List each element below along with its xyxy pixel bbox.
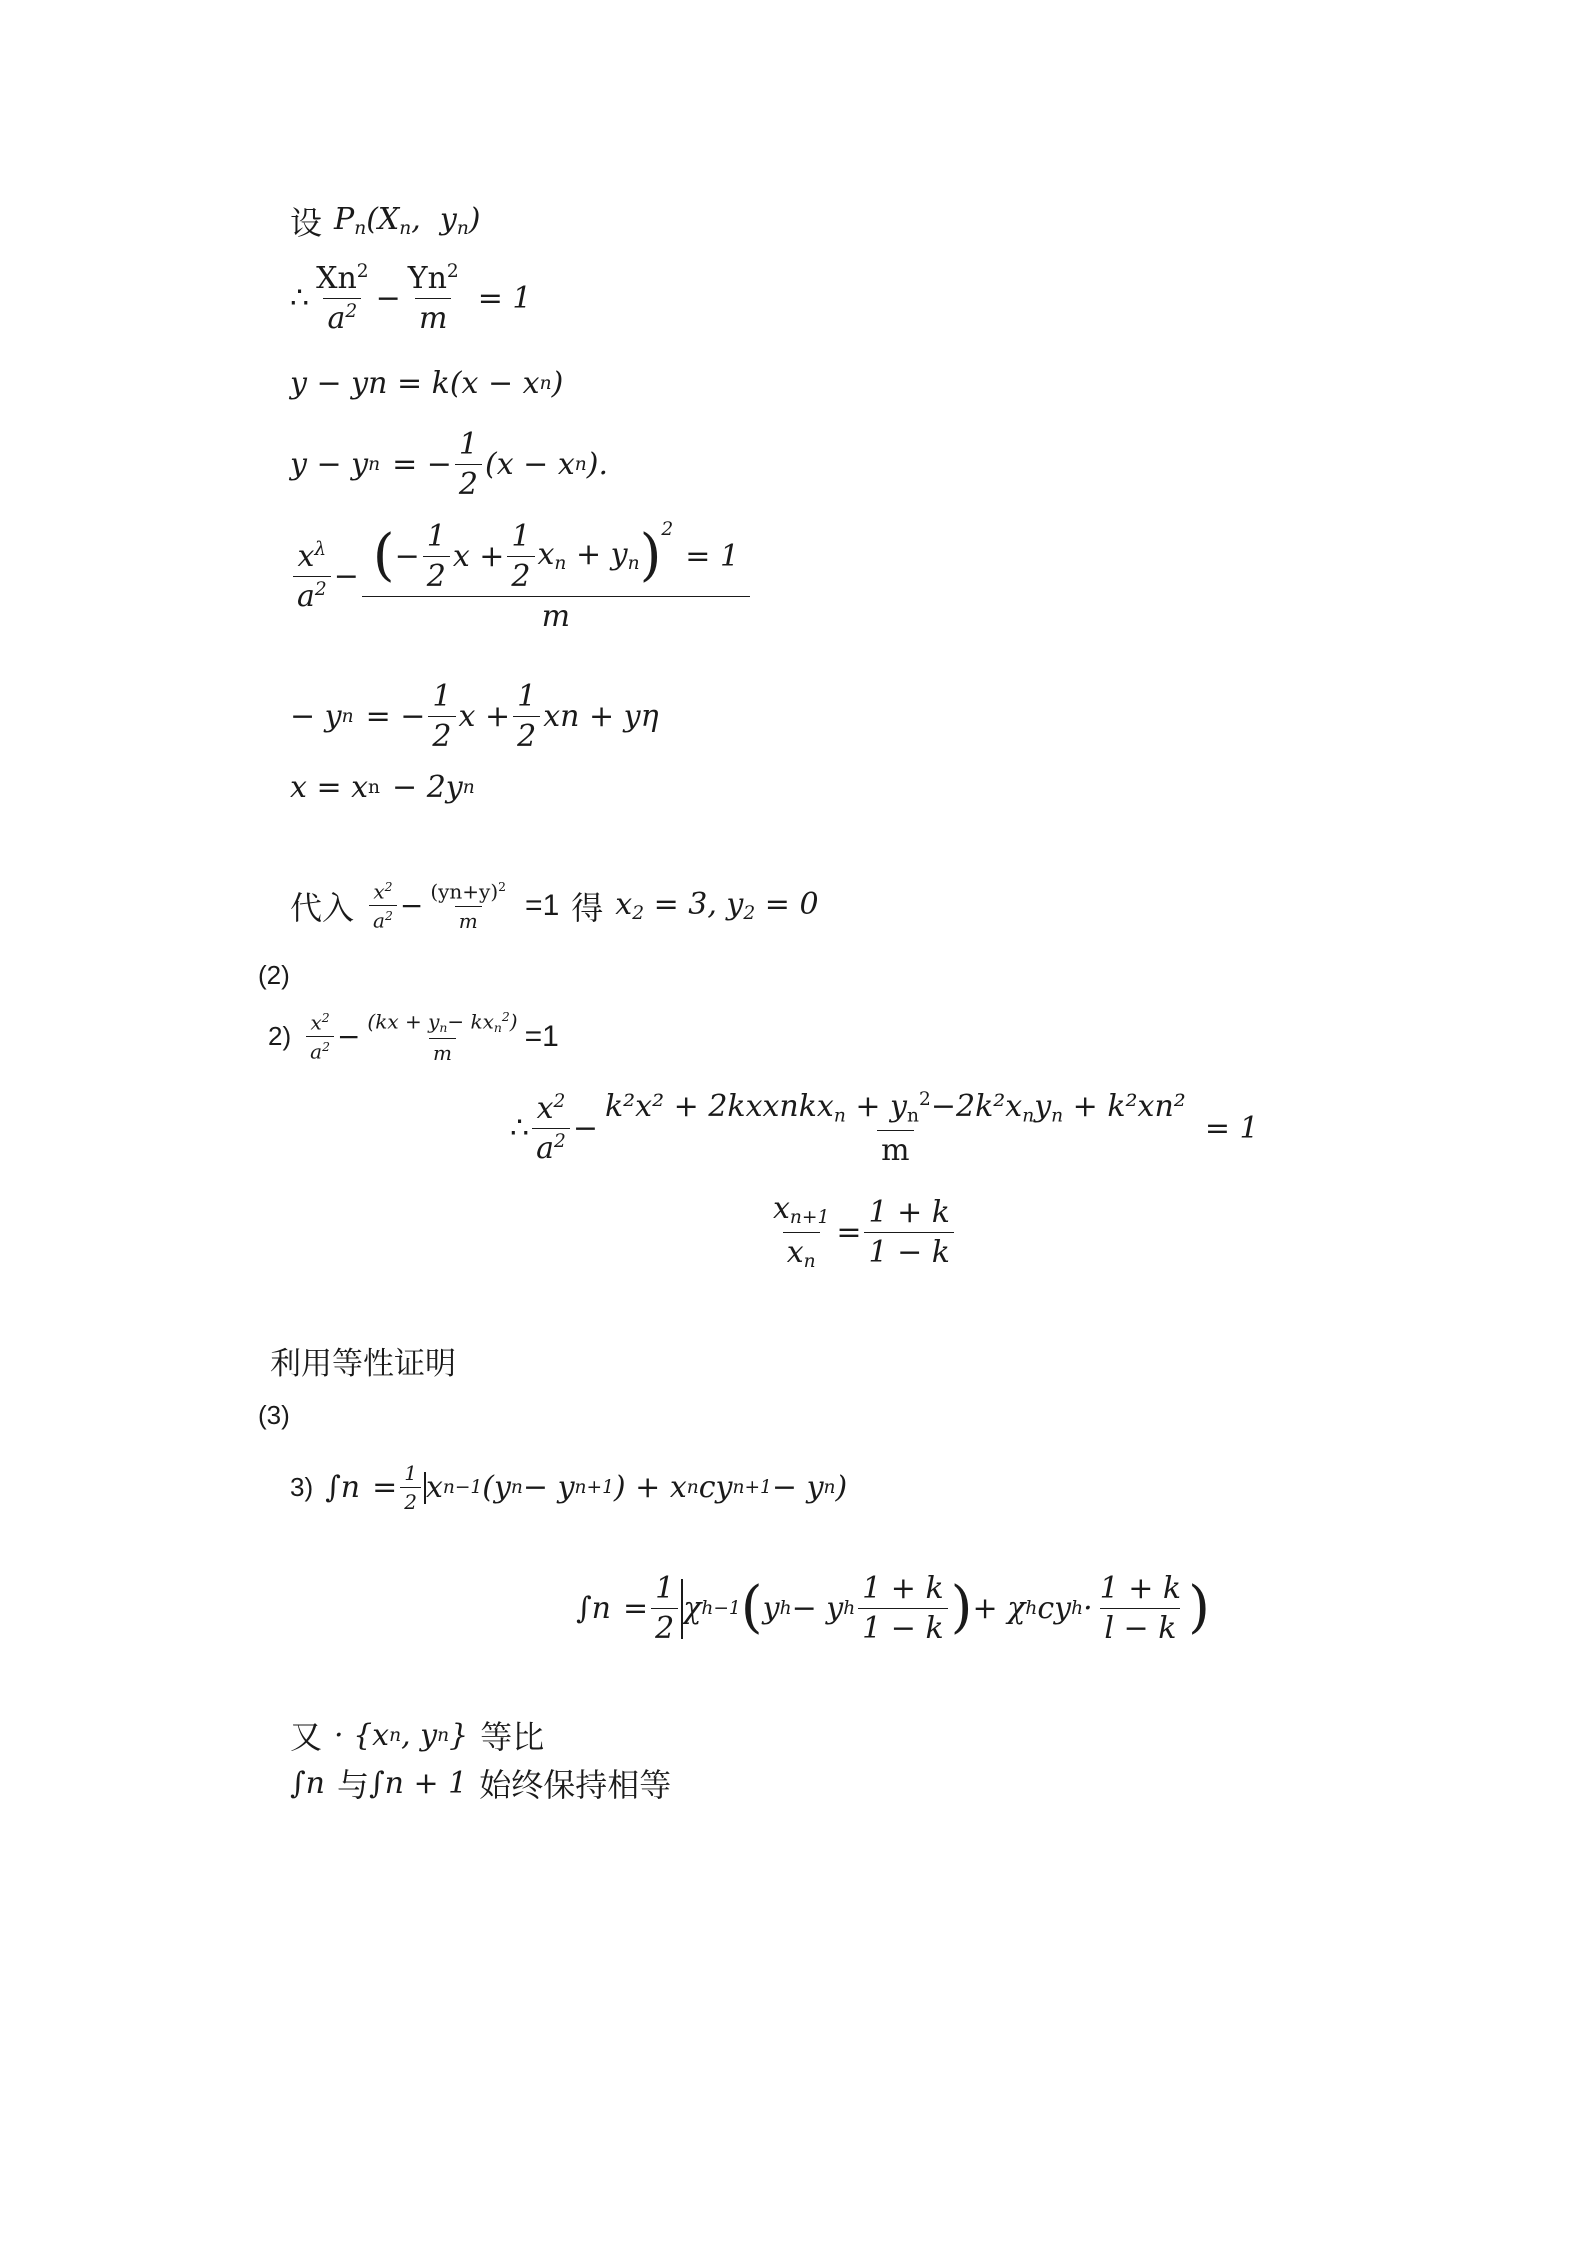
get-label: 得 xyxy=(571,888,604,927)
and-label: 又 xyxy=(290,1718,323,1756)
section-2-marker: (2) xyxy=(258,960,290,990)
line-part3-expanded: ∫n = $\frac{1}{2}$ χ h−1 ( y h − y h $\frac{1 + k}{1 - k}$ ) + χ h cy h · $\frac{1 + k}{l - k}$ ) xyxy=(576,1571,1210,1646)
fraction-xn-a: $\frac{Xn^2}{a^2}$ xyxy=(316,261,369,337)
proof-note: 利用等性证明 xyxy=(270,1346,456,1382)
line-geometric-sequence: 又 · {x n , y n } 等比 xyxy=(290,1712,544,1758)
fraction-x-lambda-a: $\frac{x^\lambda}{a^2}$ xyxy=(293,540,331,613)
line-ratio: $\frac{x_{n+1}}{x_n}$ = $\frac{1 + k}{1 - k}$ xyxy=(766,1192,957,1272)
substitute-label: 代入 xyxy=(290,888,355,927)
line-part2-expanded: ∴ $\frac{x^2}{a^2}$ − $\frac{k^2x^2 + 2kxxnkx_n + y_n^2-2k^2x_ny_n + k^2xn^2}{m}$ = 1 xyxy=(510,1089,1259,1168)
result-values: $x_2 = 3$, $y_2 = 0$ xyxy=(615,887,819,925)
line-part3-area: 3) ∫n = $\frac{1}{2}$ x n−1 (y n − y n+1 ) + x n cy n+1 − y n ) xyxy=(290,1461,848,1514)
set-label: 设 xyxy=(290,204,323,242)
always-equal-label: 始终保持相等 xyxy=(479,1766,672,1804)
point-P: $P_n$ xyxy=(334,202,367,240)
section-3-marker: (3) xyxy=(258,1400,290,1430)
point-coords: ($X_n$, $y_n$) xyxy=(366,202,481,240)
therefore-symbol: ∴ xyxy=(290,281,310,317)
line-substitute-result: 代入 $\frac{x^2}{a^2}$ − $\frac{(yn+y)^2}{m}$ =1 得 $x_2 = 3$, $y_2 = 0$ xyxy=(290,879,819,933)
equals-one: = 1 xyxy=(477,281,532,317)
line-part2-equation: 2) $\frac{x^2}{a^2}$ − $\frac{(kx + y_n- kx_n^2)}{m}$ =1 xyxy=(268,1009,559,1065)
line-set-point xyxy=(290,198,481,244)
fraction-large-m: ( − $\frac{1}{2}$ x + $\frac{1}{2}$ $x_n + y_n$ ) $^2$ = 1 m xyxy=(362,520,750,633)
line-x-expression: x = x n − 2y n xyxy=(290,770,475,805)
line-hyperbola-point: ∴ $\frac{Xn^2}{a^2}$ − $\frac{Yn^2}{m}$ = 1 xyxy=(290,261,532,337)
fraction-expanded: $\frac{k^2x^2 + 2kxxnkx_n + y_n^2-2k^2x_ny_n + k^2xn^2}{m}$ xyxy=(604,1089,1186,1168)
line-substitution-fraction: $\frac{x^\lambda}{a^2}$ − ( − $\frac{1}{2}$ x + $\frac{1}{2}$ $x_n + y_n$ ) $^2$ = 1 m xyxy=(290,520,753,633)
line-yn-expression: − y n = − $\frac{1}{2}$ x + $\frac{1}{2}$ xn + yη xyxy=(290,679,659,754)
with-label: 与 xyxy=(336,1766,369,1804)
fraction-one-half: $\frac{1}{2}$ xyxy=(455,428,482,501)
line-point-slope: y − yn = k(x − x n ) xyxy=(290,366,564,401)
geometric-label: 等比 xyxy=(480,1718,545,1756)
fraction-yn-m: $\frac{Yn^2}{m}$ xyxy=(407,261,459,337)
line-conclusion: ∫n 与 ∫n + 1 始终保持相等 xyxy=(290,1760,671,1806)
line-slope-half: y − y n = − $\frac{1}{2}$ (x − x n ). xyxy=(290,427,608,502)
